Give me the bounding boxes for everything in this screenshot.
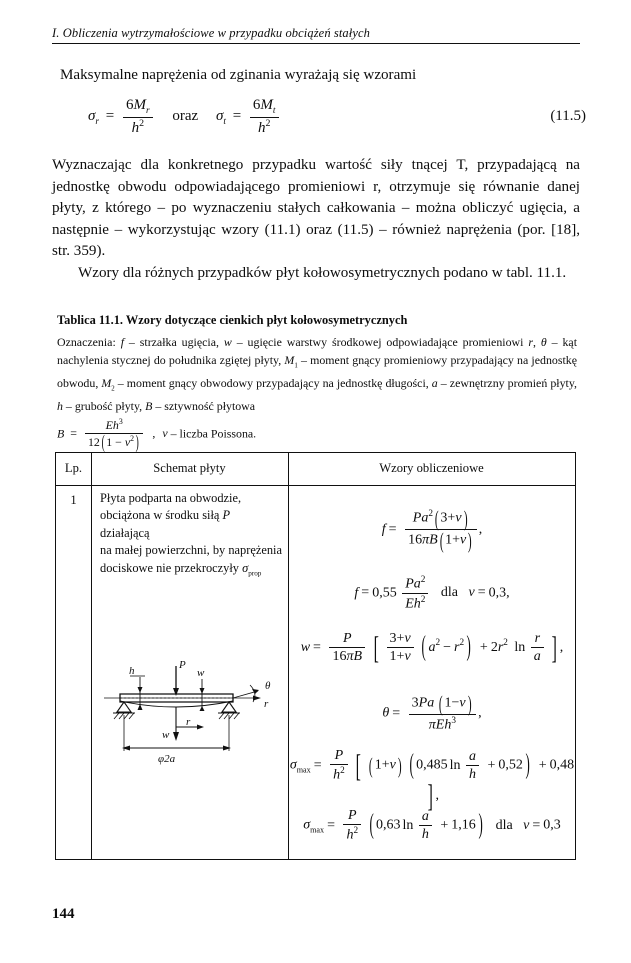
table-header-schema: Schemat płyty: [153, 461, 226, 475]
table-header-lp: Lp.: [64, 461, 83, 475]
equation-number: (11.5): [550, 108, 586, 124]
description-line-4: dociskowe nie przekroczyły $\sigma_{prop}$: [100, 560, 262, 578]
running-head: [52, 26, 580, 44]
diagram-label-radial-axis: r: [264, 698, 269, 710]
running-head-rule: [52, 43, 580, 44]
legend-prefix: Oznaczenia:: [57, 335, 116, 349]
formula-2: f = 0,55 $\frac{Pa^2}{Eh^2}$ dla ν = 0,3,: [354, 574, 510, 612]
formula-table: [55, 452, 576, 860]
diagram-label-w-top: w: [197, 667, 205, 679]
table-header-formulas: Wzory obliczeniowe: [379, 461, 484, 475]
diagram-label-thickness: h: [129, 665, 135, 677]
formula-4: θ = $\frac{3Pa ( 1-\nu)}{\pi Eh^3}$ ,: [382, 691, 482, 733]
equation-11-5: $\sigma_r$ = $\frac{6M_r}{h^2}$ oraz $\sigma_t$ = $\frac{6M_t}{h^2}$: [88, 97, 281, 136]
running-head-text: I. Obliczenia wytrzymałościowe w przypadku obciążeń stałych: [52, 26, 371, 40]
diagram-label-diameter: φ2a: [158, 753, 176, 765]
diagram-label-angle: θ: [265, 680, 271, 692]
intro-sentence: Maksymalne naprężenia od zginania wyrażają się wzorami: [60, 67, 417, 83]
legend-body: f – strzałka ugięcia, w – ugięcie warstwy środkowej odpowiadające promieniowi r, θ – kąt nachylenia stycznej do południka zgiętej płyty, $M_1$ – moment gnący promieniowy przypadający na jednostkę obwodu, $M_2$ – moment gnący obwodowy przypadający na jednostkę długości, a – zewnętrzny promień płyty, h – grubość płyty, B – sztywność płytowa: [57, 335, 577, 413]
column-divider-1: [91, 453, 92, 859]
table-row-description: [100, 490, 282, 583]
description-line-3: na małej powierzchni, by naprężenia: [100, 543, 282, 558]
paragraph-2: Wzory dla różnych przypadków płyt kołowosymetrycznych podano w tabl. 11.1.: [78, 264, 567, 281]
description-line-2: obciążona w środku siłą P działającą: [100, 508, 231, 540]
formula-column: [289, 486, 575, 859]
plate-diagram-svg: [98, 649, 288, 767]
formula-1: f = $\frac{Pa^2( 3+\nu)}{16\pi B( 1+\nu)}$ ,: [381, 506, 483, 554]
body-paragraphs: [52, 155, 580, 285]
table-caption: Tablica 11.1. Wzory dotyczące cienkich płyt kołowosymetrycznych: [57, 313, 408, 327]
paragraph-1: Wyznaczając dla konkretnego przypadku wartość siły tnącej T, przypadającą na jednostkę obwodu odpowiadającego promieniowi r, otrzymuje się równanie danej płyty, z którego – po wyznaczeniu stałych całkowania – można obliczyć ugięcia, a następnie – wykorzystując wzory (11.1) oraz (11.5) – również naprężenia (por. [18], str. 359).: [52, 157, 580, 260]
formula-3: w = $\frac{P}{16\pi B}$ [ $\frac{3+\nu}{1+\nu}$ ( $a^2 - r^2) + 2r^2$ ln $\frac{r}{a}$ ] ,: [300, 630, 564, 666]
description-line-1: Płyta podparta na obwodzie,: [100, 491, 242, 505]
diagram-label-w-bottom: w: [162, 729, 170, 741]
table-legend: [57, 334, 577, 454]
formula-6: $\sigma_{max}$ = $\frac{P}{h^2}$ ( 0,63 ln $\frac{a}{h}$ + 1,16) dla ν = 0,3: [303, 808, 561, 843]
legend-stiffness-definition: B = $\frac{Eh^3}{12( 1 - \nu^2)}$ , ν – liczba Poissona.: [57, 417, 257, 454]
diagram-label-radius: r: [186, 716, 191, 728]
formula-5: $\sigma_{max}$ = $\frac{P}{h^2}$ [ ( 1+ν) ( 0,485 ln $\frac{a}{h}$ + 0,52) + 0,48 ] ,: [289, 747, 575, 813]
page-number: 144: [52, 906, 75, 922]
diagram-label-load: P: [179, 659, 186, 671]
plate-schematic-diagram: [98, 649, 288, 767]
table-row-number: 1: [70, 493, 77, 507]
